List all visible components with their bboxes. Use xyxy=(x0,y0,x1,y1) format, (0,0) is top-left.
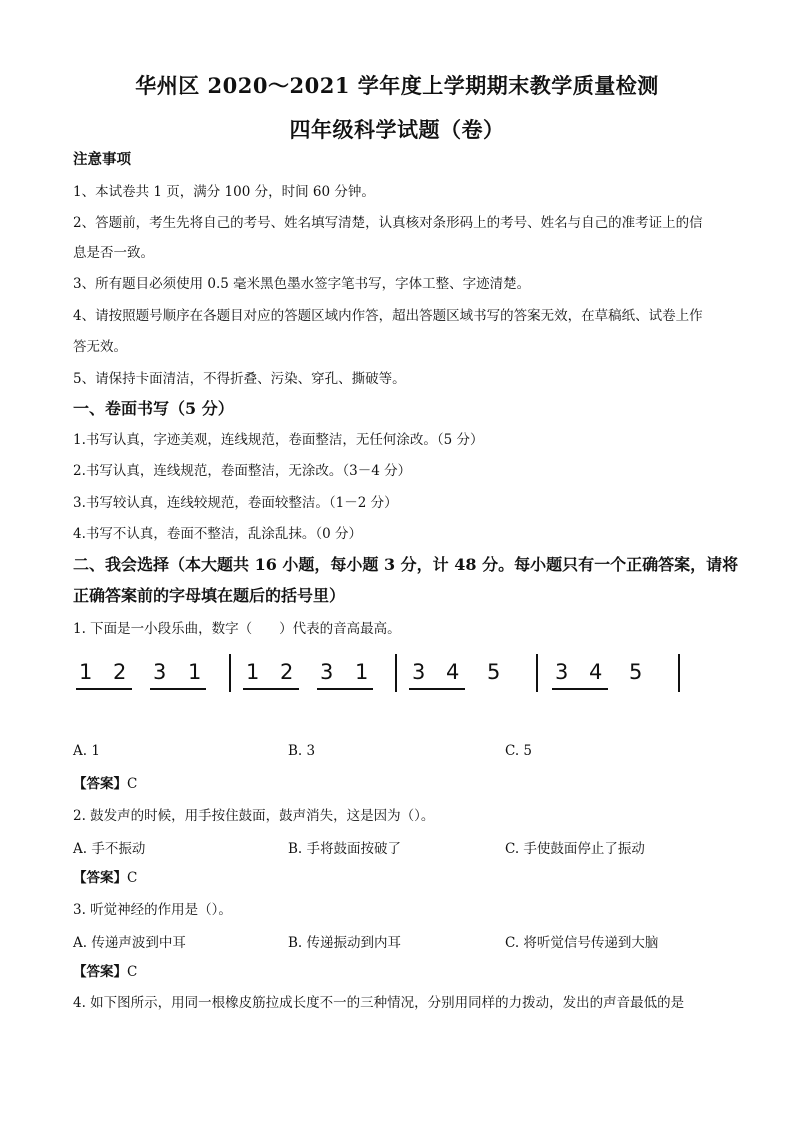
option-c: C. 将听觉信号传递到大脑 xyxy=(505,935,659,951)
bar-line xyxy=(229,654,231,692)
option-c: C. 手使鼓面停止了振动 xyxy=(505,841,645,857)
music-note: 2 xyxy=(280,660,294,684)
answer-line xyxy=(73,868,733,888)
section2-heading-cont: 正确答案前的字母填在题后的括号里） xyxy=(73,586,346,605)
option-b: B. 传递振动到内耳 xyxy=(288,935,402,951)
beam-line xyxy=(317,688,373,690)
notice-item: 2、答题前，考生先将自己的考号、姓名填写清楚，认真核对条形码上的考号、姓名与自己的准考证上的信 xyxy=(73,215,703,231)
music-note: 5 xyxy=(487,660,501,684)
notice-heading: 注意事项 xyxy=(73,151,131,168)
exam-title: 华州区 2020～2021 学年度上学期期末教学质量检测 xyxy=(135,73,659,98)
answer-value: C xyxy=(127,964,138,980)
music-note: 4 xyxy=(446,660,460,684)
beam-line xyxy=(243,688,299,690)
answer-line xyxy=(73,774,733,794)
answer-line xyxy=(73,962,733,982)
section2-heading: 二、我会选择（本大题共 16 小题，每小题 3 分，计 48 分。每小题只有一个正确答案，请将 xyxy=(73,555,739,574)
option-b: B. 3 xyxy=(288,743,316,759)
option-a: A. 手不振动 xyxy=(73,841,146,857)
answer-value: C xyxy=(127,776,138,792)
beam-line xyxy=(150,688,206,690)
beam-line xyxy=(552,688,608,690)
music-note: 3 xyxy=(555,660,569,684)
bar-line xyxy=(536,654,538,692)
section1-heading: 一、卷面书写（5 分） xyxy=(73,399,234,418)
section1-item: 4.书写不认真，卷面不整洁，乱涂乱抹。（0 分） xyxy=(73,526,363,542)
option-c: C. 5 xyxy=(505,743,533,759)
answer-value: C xyxy=(127,870,138,886)
option-b: B. 手将鼓面按破了 xyxy=(288,841,402,857)
notice-item: 3、所有题目必须使用 0.5 毫米黑色墨水签字笔书写，字体工整、字迹清楚。 xyxy=(73,276,531,292)
music-note: 3 xyxy=(320,660,334,684)
bar-line xyxy=(395,654,397,692)
bar-line xyxy=(678,654,680,692)
beam-line xyxy=(409,688,465,690)
answer-tag: 【答案】 xyxy=(73,870,127,886)
music-note: 4 xyxy=(589,660,603,684)
music-note: 1 xyxy=(188,660,202,684)
music-note: 1 xyxy=(79,660,93,684)
option-a: A. 1 xyxy=(73,743,100,759)
question-4-stem: 4. 如下图所示，用同一根橡皮筋拉成长度不一的三种情况，分别用同样的力拨动，发出的声音最低的是 xyxy=(73,995,685,1011)
question-2-stem: 2. 鼓发声的时候，用手按住鼓面，鼓声消失，这是因为（）。 xyxy=(73,808,435,824)
notice-item: 1、本试卷共 1 页，满分 100 分，时间 60 分钟。 xyxy=(73,184,375,200)
exam-subtitle: 四年级科学试题（卷） xyxy=(289,117,505,142)
music-note: 2 xyxy=(113,660,127,684)
question-3-stem: 3. 听觉神经的作用是（）。 xyxy=(73,902,232,918)
music-score xyxy=(73,650,713,698)
music-note: 1 xyxy=(246,660,260,684)
notice-item: 息是否一致。 xyxy=(73,245,154,261)
music-note: 3 xyxy=(412,660,426,684)
section1-item: 3.书写较认真，连线较规范，卷面较整洁。（1－2 分） xyxy=(73,495,398,511)
question-1-stem: 1. 下面是一小段乐曲，数字（ ）代表的音高最高。 xyxy=(73,621,401,637)
music-note: 3 xyxy=(153,660,167,684)
beam-line xyxy=(76,688,132,690)
section1-item: 2.书写认真，连线规范，卷面整洁，无涂改。（3－4 分） xyxy=(73,463,412,479)
notice-item: 4、请按照题号顺序在各题目对应的答题区域内作答，超出答题区域书写的答案无效，在草稿纸、试卷上作 xyxy=(73,308,703,324)
music-note: 1 xyxy=(355,660,369,684)
notice-item: 答无效。 xyxy=(73,339,127,355)
music-note: 5 xyxy=(629,660,643,684)
answer-tag: 【答案】 xyxy=(73,776,127,792)
section1-item: 1.书写认真，字迹美观，连线规范，卷面整洁，无任何涂改。（5 分） xyxy=(73,432,484,448)
answer-tag: 【答案】 xyxy=(73,964,127,980)
notice-item: 5、请保持卡面清洁，不得折叠、污染、穿孔、撕破等。 xyxy=(73,371,406,387)
option-a: A. 传递声波到中耳 xyxy=(73,935,186,951)
